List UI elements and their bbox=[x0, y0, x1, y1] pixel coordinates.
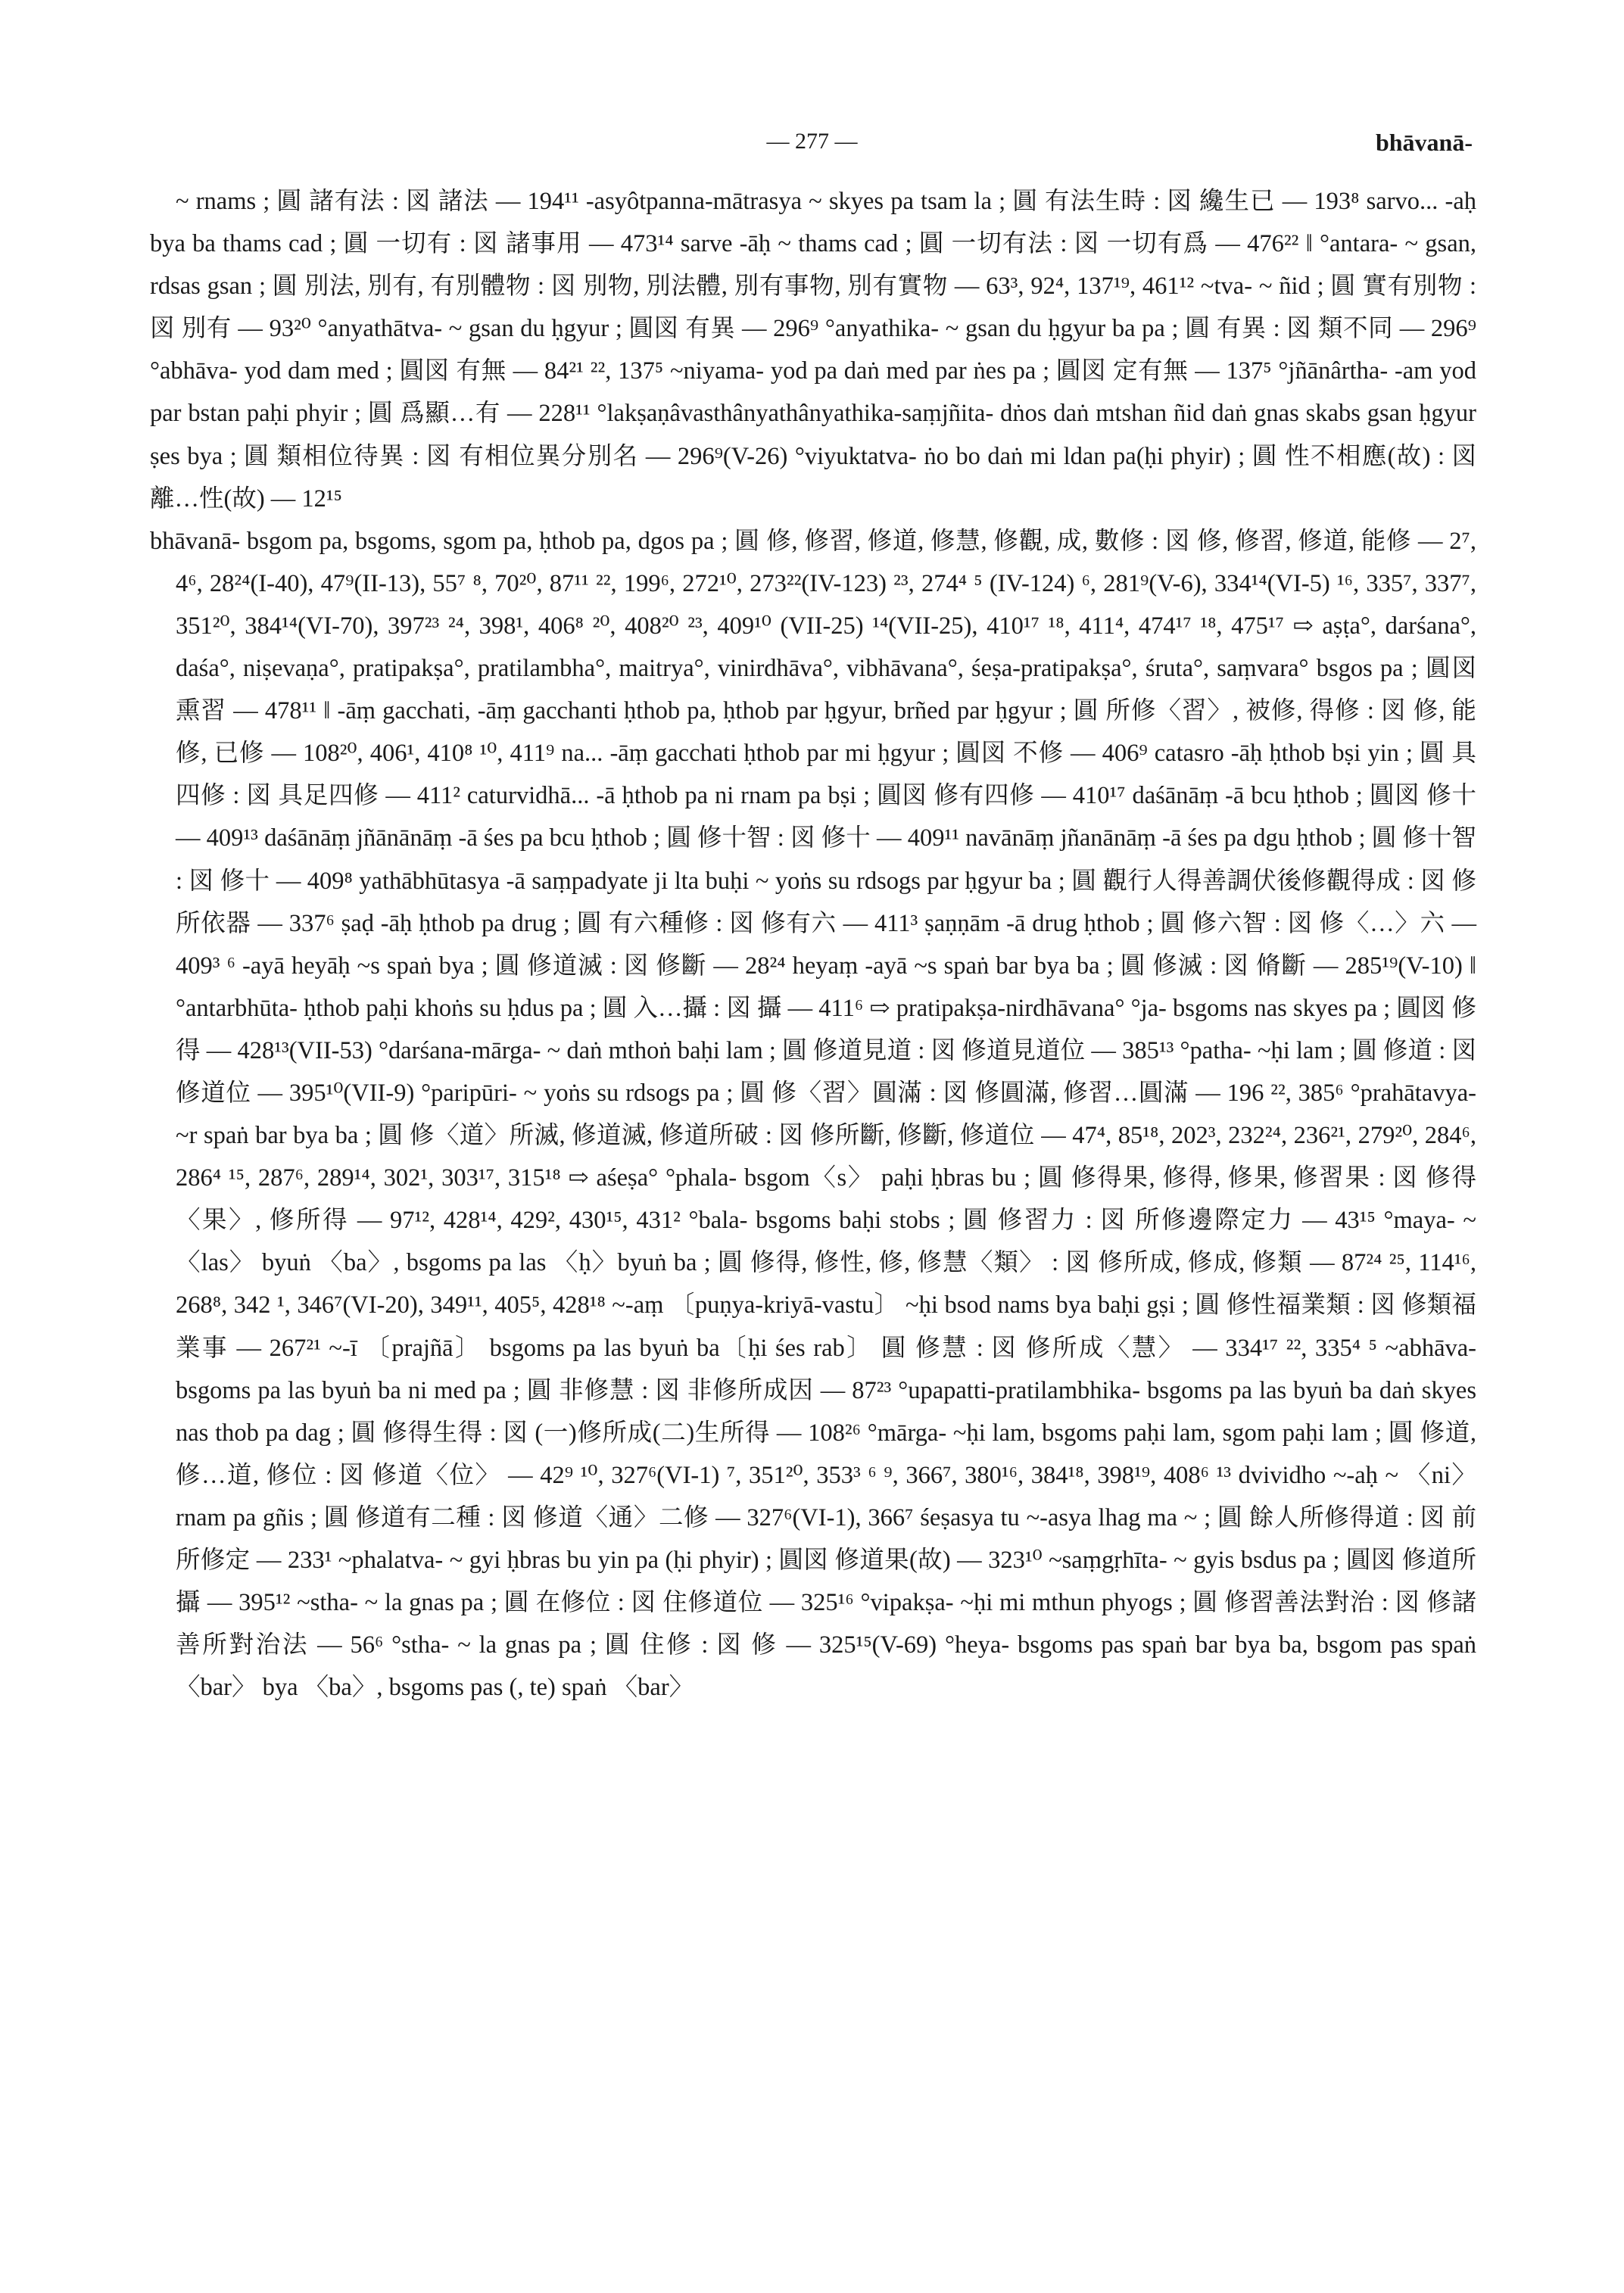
entry-continuation: ~ rnams ; 圓 諸有法 : 図 諸法 — 194¹¹ -asyôtpanna-mātrasya ~ skyes pa tsam la ; 圓 有法生時 : 図 纔生已 — 193⁸ sarvo... -aḥ bya ba thams cad ; 圓 一切有 : 図 諸事用 — 473¹⁴ sarve -āḥ ~ thams cad ; 圓 一切有法 : 図 一切有爲 — 476²² ‖ °antara- ~ gsan, rdsas gsan ; 圓 別法, 別有, 有別體物 : 図 別物, 別法體, 別有事物, 別有實物 — 63³, 92⁴, 137¹⁹, 461¹² ~tva- ~ ñid ; 圓 實有別物 : 図 別有 — 93²⁰ °anyathātva- ~ gsan du ḥgyur ; 圓図 有異 — 296⁹ °anyathika- ~ gsan du ḥgyur ba pa ; 圓 有異 : 図 類不同 — 296⁹ °abhāva- yod dam med ; 圓図 有無 — 84²¹ ²², 137⁵ ~niyama- yod pa daṅ med par ṅes pa ; 圓図 定有無 — 137⁵ °jñānârtha- -am yod par bstan paḥi phyir ; 圓 爲顯…有 — 228¹¹ °lakṣaṇâvasthânyathânyathika-saṃjñita- dṅos daṅ mtshan ñid daṅ gnas skabs gsan ḥgyur ṣes bya ; 圓 類相位待異 : 図 有相位異分別名 — 296⁹(V-26) °viyuktatva- ṅo bo daṅ mi ldan pa(ḥi phyir) ; 圓 性不相應(故) : 図 離…性(故) — 12¹⁵ bbox=[150, 188, 1476, 512]
page-number: — 277 — bbox=[766, 129, 858, 154]
running-head: bhāvanā- bbox=[1375, 129, 1473, 156]
page-header bbox=[151, 129, 1473, 165]
dictionary-body bbox=[150, 180, 1476, 1709]
entry-bhavana: bhāvanā- bsgom pa, bsgoms, sgom pa, ḥthob pa, dgos pa ; 圓 修, 修習, 修道, 修慧, 修觀, 成, 數修 : 図 修, 修習, 修道, 能修 — 2⁷, 4⁶, 28²⁴(I-40), 47⁹(II-13), 55⁷ ⁸, 70²⁰, 87¹¹ ²², 199⁶, 272¹⁰, 273²²(IV-123) ²³, 274⁴ ⁵ (IV-124) ⁶, 281⁹(V-6), 334¹⁴(VI-5) ¹⁶, 335⁷, 337⁷, 351²⁰, 384¹⁴(VI-70), 397²³ ²⁴, 398¹, 406⁸ ²⁰, 408²⁰ ²³, 409¹⁰ (VII-25) ¹⁴(VII-25), 410¹⁷ ¹⁸, 411⁴, 474¹⁷ ¹⁸, 475¹⁷ ⇨ aṣṭa°, darśana°, daśa°, niṣevaṇa°, pratipakṣa°, pratilambha°, maitrya°, vinirdhāva°, vibhāvana°, śeṣa-pratipakṣa°, śruta°, saṃvara° bsgos pa ; 圓図 熏習 — 478¹¹ ‖ -āṃ gacchati, -āṃ gacchanti ḥthob pa, ḥthob par ḥgyur, brñed par ḥgyur ; 圓 所修〈習〉, 被修, 得修 : 図 修, 能修, 已修 — 108²⁰, 406¹, 410⁸ ¹⁰, 411⁹ na... -āṃ gacchati ḥthob par mi ḥgyur ; 圓図 不修 — 406⁹ catasro -āḥ ḥthob bṣi yin ; 圓 具四修 : 図 具足四修 — 411² caturvidhā... -ā ḥthob pa ni rnam pa bṣi ; 圓図 修有四修 — 410¹⁷ daśānāṃ -ā bcu ḥthob ; 圓図 修十 — 409¹³ daśānāṃ jñānānāṃ -ā śes pa bcu ḥthob ; 圓 修十智 : 図 修十 — 409¹¹ navānāṃ jñanānāṃ -ā śes pa dgu ḥthob ; 圓 修十智 : 図 修十 — 409⁸ yathābhūtasya -ā saṃpadyate ji lta buḥi ~ yoṅs su rdsogs par ḥgyur ba ; 圓 觀行人得善調伏後修觀得成 : 図 修所依器 — 337⁶ ṣaḍ -āḥ ḥthob pa drug ; 圓 有六種修 : 図 修有六 — 411³ ṣaṇṇām -ā drug ḥthob ; 圓 修六智 : 図 修〈…〉六 — 409³ ⁶ -ayā heyāḥ ~s spaṅ bya ; 圓 修道滅 : 図 修斷 — 28²⁴ heyaṃ -ayā ~s spaṅ bar bya ba ; 圓 修滅 : 図 脩斷 — 285¹⁹(V-10) ‖ °antarbhūta- ḥthob paḥi khoṅs su ḥdus pa ; 圓 入…攝 : 図 攝 — 411⁶ ⇨ pratipakṣa-nirdhāvana° °ja- bsgoms nas skyes pa ; 圓図 修得 — 428¹³(VII-53) °darśana-mārga- ~ daṅ mthoṅ baḥi lam ; 圓 修道見道 : 図 修道見道位 — 385¹³ °patha- ~ḥi lam ; 圓 修道 : 図 修道位 — 395¹⁰(VII-9) °paripūri- ~ yoṅs su rdsogs pa ; 圓 修〈習〉圓滿 : 図 修圓滿, 修習…圓滿 — 196 ²², 385⁶ °prahātavya- ~r spaṅ bar bya ba ; 圓 修〈道〉所滅, 修道滅, 修道所破 : 図 修所斷, 修斷, 修道位 — 47⁴, 85¹⁸, 202³, 232²⁴, 236²¹, 279²⁰, 284⁶, 286⁴ ¹⁵, 287⁶, 289¹⁴, 302¹, 303¹⁷, 315¹⁸ ⇨ aśeṣa° °phala- bsgom〈s〉 paḥi ḥbras bu ; 圓 修得果, 修得, 修果, 修習果 : 図 修得〈果〉, 修所得 — 97¹², 428¹⁴, 429², 430¹⁵, 431² °bala- bsgoms baḥi stobs ; 圓 修習力 : 図 所修邊際定力 — 43¹⁵ °maya- ~ 〈las〉 byuṅ 〈ba〉, bsgoms pa las 〈ḥ〉byuṅ ba ; 圓 修得, 修性, 修, 修慧〈類〉 : 図 修所成, 修成, 修類 — 87²⁴ ²⁵, 114¹⁶, 268⁸, 342 ¹, 346⁷(VI-20), 349¹¹, 405⁵, 428¹⁸ ~-aṃ 〔puṇya-kriyā-vastu〕 ~ḥi bsod nams bya baḥi gṣi ; 圓 修性福業類 : 図 修類福業事 — 267²¹ ~-ī 〔prajñā〕 bsgoms pa las byuṅ ba〔ḥi śes rab〕 圓 修慧 : 図 修所成〈慧〉 — 334¹⁷ ²², 335⁴ ⁵ ~abhāva- bsgoms pa las byuṅ ba ni med pa ; 圓 非修慧 : 図 非修所成因 — 87²³ °upapatti-pratilambhika- bsgoms pa las byuṅ ba daṅ skyes nas thob pa dag ; 圓 修得生得 : 図 (一)修所成(二)生所得 — 108²⁶ °mārga- ~ḥi lam, bsgoms paḥi lam, sgom paḥi lam ; 圓 修道, 修…道, 修位 : 図 修道〈位〉 — 42⁹ ¹⁰, 327⁶(VI-1) ⁷, 351²⁰, 353³ ⁶ ⁹, 366⁷, 380¹⁶, 384¹⁸, 398¹⁹, 408⁶ ¹³ dvividho ~-aḥ ~ 〈ni〉 rnam pa gñis ; 圓 修道有二種 : 図 修道〈通〉二修 — 327⁶(VI-1), 366⁷ śeṣasya tu ~-asya lhag ma ~ ; 圓 餘人所修得道 : 図 前所修定 — 233¹ ~phalatva- ~ gyi ḥbras bu yin pa (ḥi phyir) ; 圓図 修道果(故) — 323¹⁰ ~saṃgṛhīta- ~ gyis bsdus pa ; 圓図 修道所攝 — 395¹² ~stha- ~ la gnas pa ; 圓 在修位 : 図 住修道位 — 325¹⁶ °vipakṣa- ~ḥi mi mthun phyogs ; 圓 修習善法對治 : 図 修諸善所對治法 — 56⁶ °stha- ~ la gnas pa ; 圓 住修 : 図 修 — 325¹⁵(V-69) °heya- bsgoms pas spaṅ bar bya ba, bsgom pas spaṅ 〈bar〉 bya 〈ba〉, bsgoms pas (, te) spaṅ 〈bar〉 bbox=[150, 527, 1476, 1702]
